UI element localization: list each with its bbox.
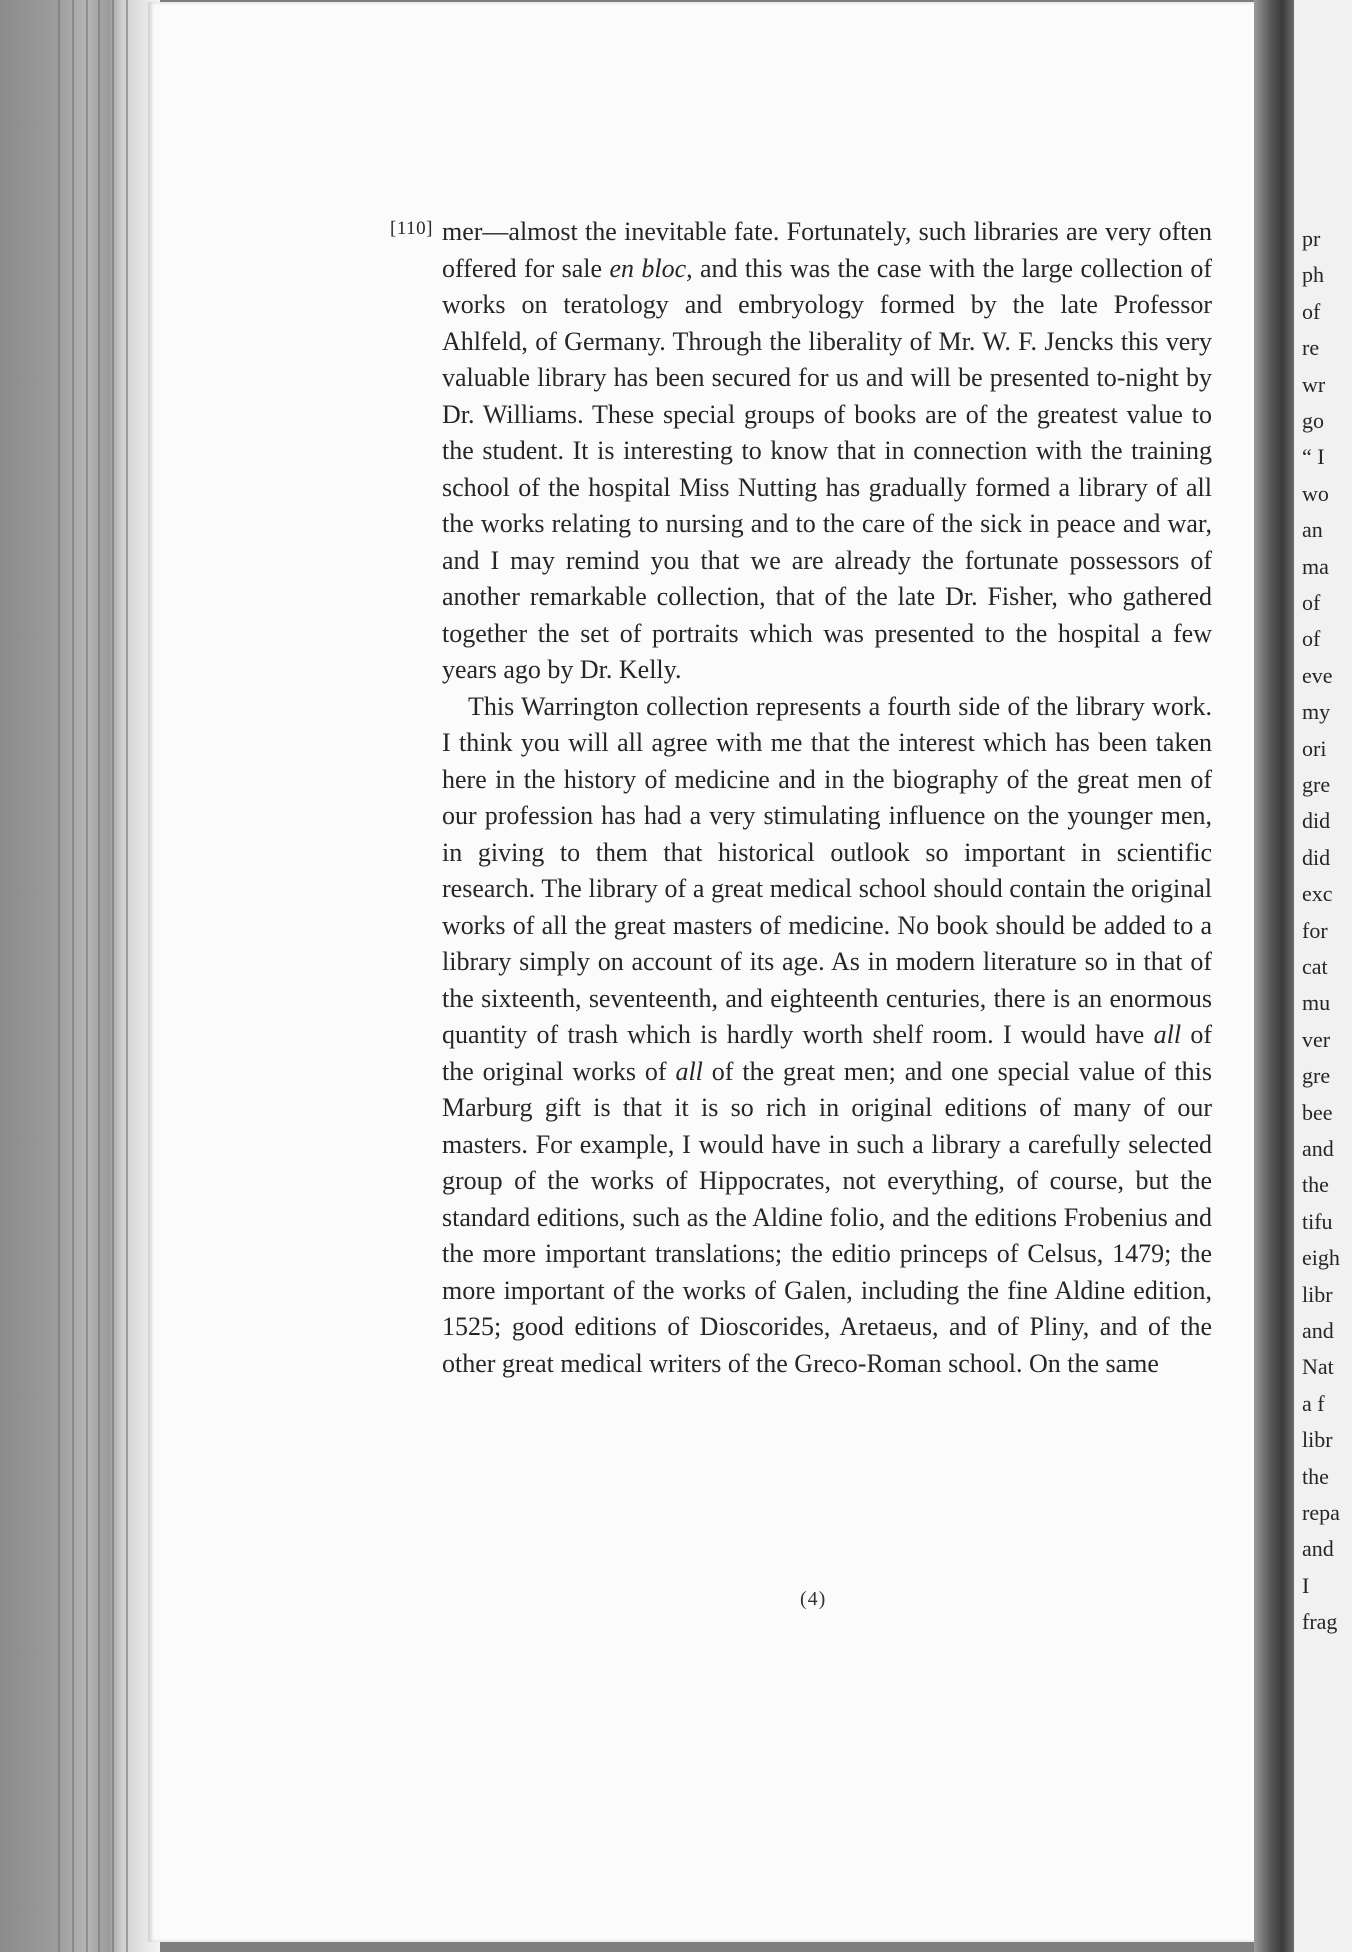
text-run: of the original works of	[442, 1020, 1213, 1086]
facing-page-fragment: gre	[1302, 1063, 1331, 1089]
facing-page-fragment: frag	[1302, 1609, 1338, 1635]
page-edge-line	[126, 0, 128, 1952]
facing-page-fragment: for	[1302, 917, 1328, 943]
folio-marker: [110]	[390, 218, 433, 239]
book-edge	[0, 0, 160, 1952]
facing-page-fragment: my	[1302, 699, 1331, 725]
facing-page-fragment: go	[1302, 408, 1324, 433]
facing-page-fragment: the	[1302, 1172, 1329, 1198]
page-edge-line	[98, 0, 100, 1952]
facing-page-fragment: Nat	[1302, 1354, 1334, 1380]
facing-page-fragment: ma	[1302, 553, 1329, 579]
facing-page-fragment: eve	[1302, 662, 1333, 688]
facing-page-fragment: bee	[1302, 1099, 1333, 1125]
italic-text: en bloc,	[609, 253, 693, 283]
facing-page-fragment: a f	[1302, 1390, 1325, 1416]
facing-page-fragment: and	[1302, 1318, 1334, 1343]
page-number: (4)	[800, 1588, 827, 1610]
facing-page-fragment: ver	[1302, 1026, 1331, 1052]
facing-page-fragment: did	[1302, 844, 1331, 870]
text-run: and this was the case with the large collection of works on teratology and embryology formed by the late Professor Ahlfeld, of Germany. Through the liberality of Mr. W. F. Jencks this very valuable library has been secured for us and will be presented to-night by Dr. Williams. These special groups of books are of the greatest value to the student. It is interesting to know that in connection with the training school of the hospital Miss Nutting has gradually formed a library of all the works relating to nursing and to the care of the sick in peace and war, and I may remind you that we are already the fortunate possessors of another remarkable collection, that of the late Dr. Fisher, who gathered together the set of portraits which was presented to the hospital a few years ago by Dr. Kelly.	[442, 253, 1213, 684]
facing-page-fragment: wo	[1302, 480, 1329, 506]
page-gutter-shadow	[1254, 0, 1294, 1952]
facing-page-fragment: did	[1302, 808, 1331, 834]
facing-page	[1294, 0, 1352, 1952]
facing-page-fragment: ori	[1302, 735, 1327, 761]
text-run: mer—almost the inevitable fate. Fortunately, such libraries are very often offered for sale	[442, 217, 1212, 283]
facing-page-fragment: of	[1302, 298, 1321, 324]
facing-page-fragment: and	[1302, 1136, 1334, 1161]
text-run: of the great men; and one special value of this Marburg gift is that it is so rich in original editions of many of our masters. For example, I would have in such a library a carefully selected group of the works of Hippocrates, not everything, of course, but the standard editions, such as the Aldine folio, and the editions Frobenius and the more important translations; the editio princeps of Celsus, 1479; the more important of the works of Galen, including the fine Aldine edition, 1525; good editions of Dioscorides, Aretaeus, and of Pliny, and of the other great medical writers of the Greco-Roman school. On the same	[442, 1056, 1213, 1378]
paragraph	[442, 689, 1212, 1383]
body-text	[442, 214, 1212, 1382]
facing-page-fragment: eigh	[1302, 1245, 1340, 1271]
facing-page-fragment: libr	[1302, 1281, 1333, 1307]
paragraph	[442, 214, 1212, 689]
facing-page-fragment: repa	[1302, 1500, 1340, 1525]
facing-page-fragment: the	[1302, 1463, 1329, 1489]
facing-page-fragment: mu	[1302, 990, 1331, 1016]
facing-page-fragment: “ I	[1302, 444, 1325, 470]
page-edge-line	[72, 0, 74, 1952]
facing-page-fragment: tifu	[1302, 1208, 1333, 1234]
facing-page-fragment: ph	[1302, 262, 1324, 288]
facing-page-fragment: exc	[1302, 881, 1333, 907]
italic-text: all	[1153, 1020, 1182, 1049]
facing-page-fragment: gre	[1302, 772, 1331, 797]
facing-page-fragment: an	[1302, 517, 1323, 543]
page-edge-line	[112, 0, 114, 1952]
facing-page-fragment: pr	[1302, 226, 1321, 251]
facing-page-fragment: cat	[1302, 954, 1328, 979]
facing-page-fragment: libr	[1302, 1427, 1333, 1453]
text-run: This Warrington collection represents a fourth side of the library work. I think you will all agree with me that the interest which has been taken here in the history of medicine and in the biography of the great men of our profession has had a very stimulating influence on the younger men, in giving to them that historical outlook so important in scientific research. The library of a great medical school should contain the original works of all the great masters of medicine. No book should be added to a library simply on account of its age. As in modern literature so in that of the sixteenth, seventeenth, and eighteenth centuries, there is an enormous quantity of trash which is hardly worth shelf room. I would have	[442, 691, 1212, 1049]
italic-text: all	[675, 1056, 703, 1086]
facing-page-fragment: I	[1302, 1572, 1310, 1598]
facing-page-fragment: and	[1302, 1536, 1334, 1562]
facing-page-fragment: of	[1302, 590, 1321, 615]
page-edge-line	[58, 0, 60, 1952]
facing-page-fragment: of	[1302, 626, 1321, 652]
facing-page-fragment: re	[1302, 335, 1320, 361]
page-edge-line	[86, 0, 88, 1952]
facing-page-fragment: wr	[1302, 371, 1326, 397]
